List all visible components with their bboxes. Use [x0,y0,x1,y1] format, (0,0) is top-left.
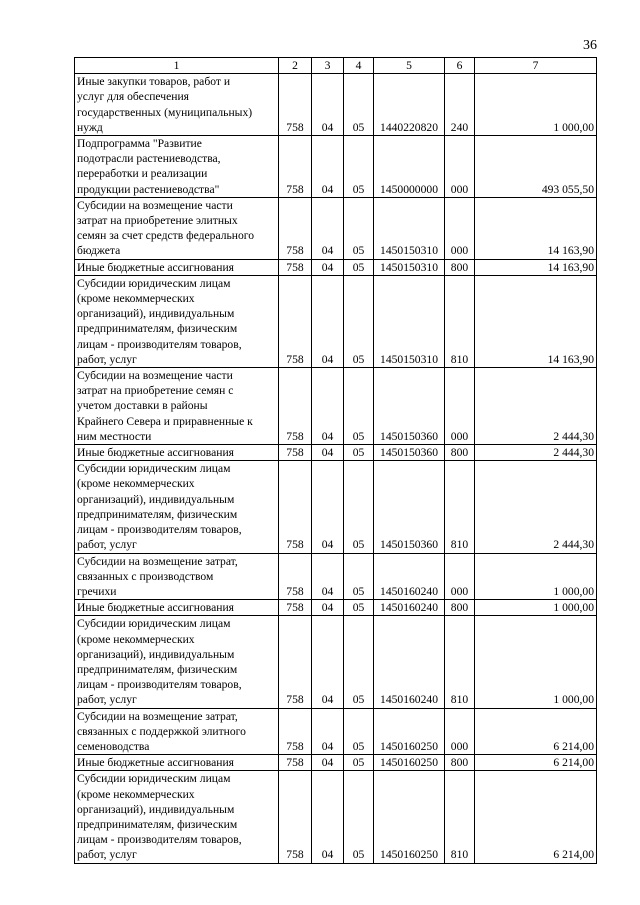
expense-type-cell: 810 [445,616,475,708]
expense-type-cell: 240 [445,74,475,136]
section-cell: 04 [312,275,344,367]
amount-cell: 2 444,30 [475,368,597,445]
target-item-cell: 1450160250 [374,708,445,755]
expense-type-cell: 810 [445,275,475,367]
table-body [75,74,597,863]
ministry-code-cell: 758 [279,136,312,198]
table-row [75,755,597,771]
column-header: 6 [445,58,475,74]
subsection-cell: 05 [344,616,374,708]
column-header: 7 [475,58,597,74]
table-row [75,553,597,600]
column-header: 5 [374,58,445,74]
amount-cell: 14 163,90 [475,197,597,259]
subsection-cell: 05 [344,368,374,445]
amount-cell: 14 163,90 [475,259,597,275]
table-row [75,771,597,863]
table-row [75,74,597,136]
amount-cell: 1 000,00 [475,74,597,136]
table-row [75,600,597,616]
expense-type-cell: 800 [445,600,475,616]
ministry-code-cell: 758 [279,461,312,553]
amount-cell: 1 000,00 [475,600,597,616]
table-row [75,259,597,275]
target-item-cell: 1450160240 [374,616,445,708]
expense-type-cell: 800 [445,259,475,275]
expense-type-cell: 000 [445,368,475,445]
item-name-cell: Иные закупки товаров, работ и услуг для обеспечения государственных (муниципальных) нужд [75,74,279,136]
table-row [75,197,597,259]
expense-type-cell: 000 [445,553,475,600]
item-name-cell: Подпрограмма "Развитие подотрасли растениеводства, переработки и реализации продукции растениеводства" [75,136,279,198]
expense-type-cell: 000 [445,708,475,755]
section-cell: 04 [312,368,344,445]
expense-type-cell: 800 [445,445,475,461]
table-row [75,708,597,755]
column-header: 4 [344,58,374,74]
subsection-cell: 05 [344,461,374,553]
target-item-cell: 1450150310 [374,259,445,275]
subsection-cell: 05 [344,708,374,755]
item-name-cell: Иные бюджетные ассигнования [75,445,279,461]
ministry-code-cell: 758 [279,755,312,771]
ministry-code-cell: 758 [279,600,312,616]
ministry-code-cell: 758 [279,275,312,367]
section-cell: 04 [312,771,344,863]
budget-table [74,57,597,864]
target-item-cell: 1450150310 [374,197,445,259]
column-header: 2 [279,58,312,74]
page-number: 36 [583,38,597,53]
amount-cell: 6 214,00 [475,708,597,755]
expense-type-cell: 000 [445,136,475,198]
section-cell: 04 [312,74,344,136]
section-cell: 04 [312,616,344,708]
subsection-cell: 05 [344,553,374,600]
target-item-cell: 1450150360 [374,445,445,461]
amount-cell: 6 214,00 [475,771,597,863]
item-name-cell: Субсидии юридическим лицам (кроме некоммерческих организаций), индивидуальным предпринимателям, физическим лицам - производителям товаров, работ, услуг [75,616,279,708]
amount-cell: 6 214,00 [475,755,597,771]
ministry-code-cell: 758 [279,368,312,445]
item-name-cell: Субсидии на возмещение затрат, связанных с производством гречихи [75,553,279,600]
item-name-cell: Иные бюджетные ассигнования [75,755,279,771]
section-cell: 04 [312,600,344,616]
section-cell: 04 [312,708,344,755]
item-name-cell: Субсидии юридическим лицам (кроме некоммерческих организаций), индивидуальным предпринимателям, физическим лицам - производителям товаров, работ, услуг [75,461,279,553]
target-item-cell: 1450150360 [374,368,445,445]
section-cell: 04 [312,755,344,771]
subsection-cell: 05 [344,74,374,136]
ministry-code-cell: 758 [279,553,312,600]
ministry-code-cell: 758 [279,616,312,708]
target-item-cell: 1450160250 [374,771,445,863]
item-name-cell: Субсидии на возмещение затрат, связанных с поддержкой элитного семеноводства [75,708,279,755]
table-row [75,368,597,445]
header-row [75,58,597,74]
table-header [75,58,597,74]
item-name-cell: Иные бюджетные ассигнования [75,600,279,616]
amount-cell: 2 444,30 [475,445,597,461]
item-name-cell: Иные бюджетные ассигнования [75,259,279,275]
section-cell: 04 [312,259,344,275]
amount-cell: 2 444,30 [475,461,597,553]
amount-cell: 14 163,90 [475,275,597,367]
ministry-code-cell: 758 [279,771,312,863]
column-header: 3 [312,58,344,74]
ministry-code-cell: 758 [279,259,312,275]
amount-cell: 1 000,00 [475,553,597,600]
target-item-cell: 1450150310 [374,275,445,367]
table-row [75,616,597,708]
ministry-code-cell: 758 [279,197,312,259]
subsection-cell: 05 [344,755,374,771]
ministry-code-cell: 758 [279,445,312,461]
section-cell: 04 [312,197,344,259]
section-cell: 04 [312,445,344,461]
target-item-cell: 1450160240 [374,553,445,600]
item-name-cell: Субсидии юридическим лицам (кроме некоммерческих организаций), индивидуальным предпринимателям, физическим лицам - производителям товаров, работ, услуг [75,771,279,863]
table-row [75,445,597,461]
subsection-cell: 05 [344,445,374,461]
section-cell: 04 [312,136,344,198]
ministry-code-cell: 758 [279,74,312,136]
expense-type-cell: 810 [445,771,475,863]
subsection-cell: 05 [344,197,374,259]
target-item-cell: 1440220820 [374,74,445,136]
expense-type-cell: 800 [445,755,475,771]
column-header: 1 [75,58,279,74]
subsection-cell: 05 [344,259,374,275]
amount-cell: 1 000,00 [475,616,597,708]
section-cell: 04 [312,461,344,553]
subsection-cell: 05 [344,771,374,863]
target-item-cell: 1450160250 [374,755,445,771]
subsection-cell: 05 [344,600,374,616]
target-item-cell: 1450150360 [374,461,445,553]
item-name-cell: Субсидии юридическим лицам (кроме некоммерческих организаций), индивидуальным предпринимателям, физическим лицам - производителям товаров, работ, услуг [75,275,279,367]
item-name-cell: Субсидии на возмещение части затрат на приобретение элитных семян за счет средств федерального бюджета [75,197,279,259]
table-row [75,461,597,553]
expense-type-cell: 000 [445,197,475,259]
ministry-code-cell: 758 [279,708,312,755]
target-item-cell: 1450000000 [374,136,445,198]
subsection-cell: 05 [344,136,374,198]
item-name-cell: Субсидии на возмещение части затрат на приобретение семян с учетом доставки в районы Крайнего Севера и приравненные к ним местности [75,368,279,445]
target-item-cell: 1450160240 [374,600,445,616]
amount-cell: 493 055,50 [475,136,597,198]
section-cell: 04 [312,553,344,600]
subsection-cell: 05 [344,275,374,367]
expense-type-cell: 810 [445,461,475,553]
table-row [75,275,597,367]
table-row [75,136,597,198]
